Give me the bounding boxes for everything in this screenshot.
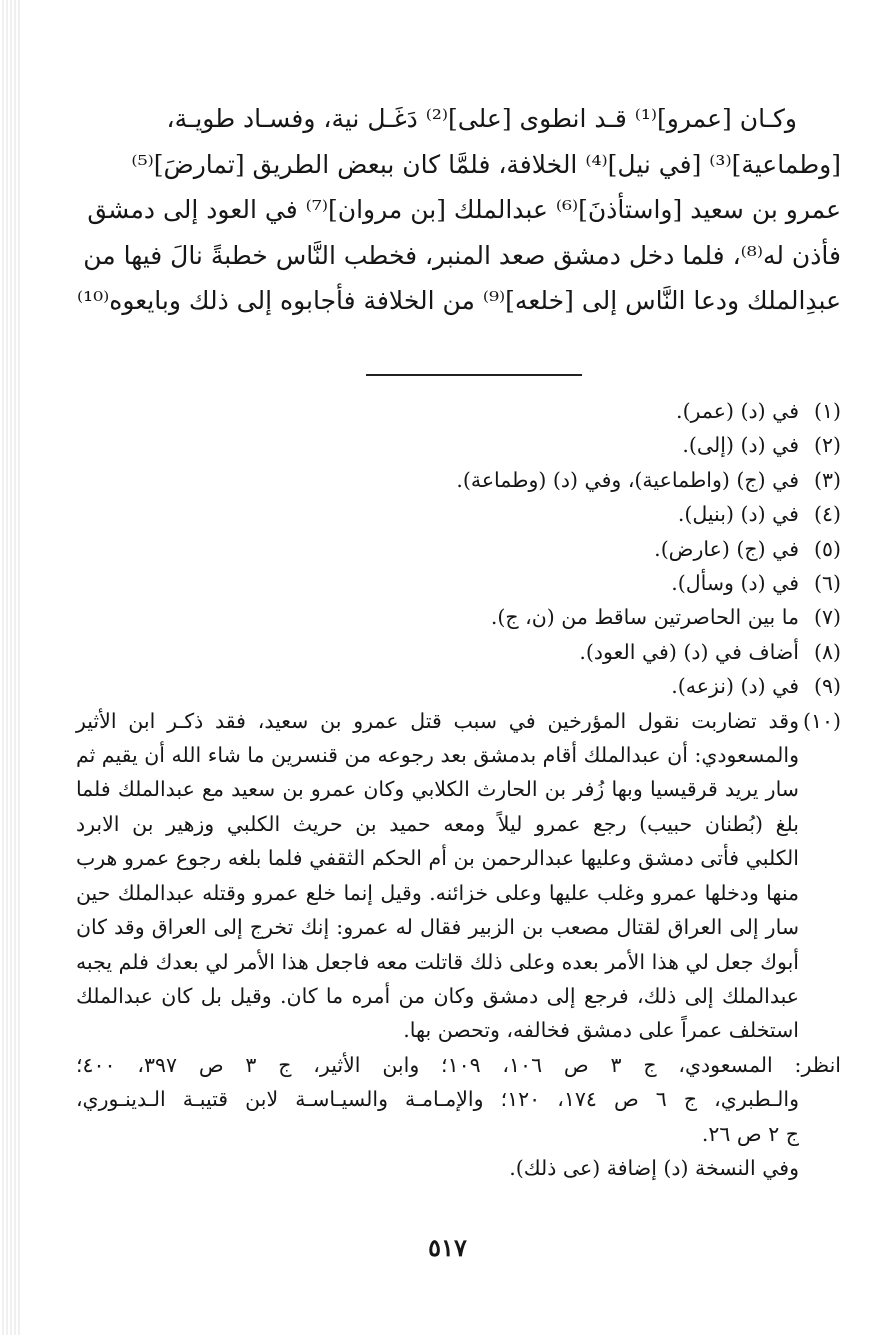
footnote-line: ج ٢ ص ٢٦.: [701, 1121, 799, 1146]
footnote-text: في (د) (عمر).: [676, 399, 799, 423]
footnote-line: بلغ (بُطنان حبيب) رجع عمرو ليلاً ومعه حميد بن حريث الكلبي وزهير بن الابرد: [75, 811, 799, 836]
footnote-number: (٦): [813, 571, 841, 596]
footnote-text: في (ج) (عارض).: [654, 536, 799, 561]
main-text-line: [وطماعية]⁽³⁾ [في نيل]⁽⁴⁾ الخلافة، فلمَّا كان ببعض الطريق [تمارضَ]⁽⁵⁾: [131, 149, 841, 179]
footnote-text: في (ج) (واطماعية)، وفي (د) (وطماعة).: [456, 467, 799, 492]
footnote-number: (٢): [813, 433, 841, 458]
footnote-line: والمسعودي: أن عبدالملك أقام بدمشق بعد رجوعه من قنسرين ما شاء الله أن يقيم ثم: [75, 743, 799, 768]
footnote: [75, 704, 841, 1186]
footnote-separator: [366, 374, 582, 376]
footnote-text: في (د) وسأل).: [671, 571, 799, 596]
footnote-number: (١٠): [802, 708, 841, 733]
footnote-line: وفي النسخة (د) إضافة (عى ذلك).: [509, 1155, 799, 1180]
footnote-text: أضاف في (د) (في العود).: [579, 639, 799, 664]
main-text-line: عبدِالملك ودعا النَّاس إلى [خلعه]⁽⁹⁾ من الخلافة فأجابوه إلى ذلك وبايعوه⁽¹⁰⁾: [76, 286, 841, 315]
footnote-number: (٣): [813, 467, 841, 492]
footnote-text: في (د) (بنيل).: [677, 502, 799, 527]
footnote-number: (٩): [813, 674, 841, 699]
footnote-text: في (د) (إلى).: [682, 433, 799, 458]
footnote: [177, 497, 841, 531]
footnote-line: منها ودخلها عمرو وغلب عليها وعلى خزائنه. وقيل إنما خلع عمرو وقتله عبدالملك حين: [75, 880, 799, 905]
footnote: [177, 394, 841, 428]
footnote-text: [75, 704, 841, 1186]
footnote: [177, 669, 841, 703]
footnote-line: انظر: المسعودي، ج ٣ ص ١٠٦، ١٠٩؛ وابن الأثير، ج ٣ ص ٣٩٧، ٤٠٠؛: [75, 1052, 841, 1077]
footnote: [177, 463, 841, 497]
footnote-line: وقد تضاربت نقول المؤرخين في سبب قتل عمرو بن سعيد، فقد ذكـر ابن الأثير: [75, 708, 799, 733]
main-text-line: وكـان [عمرو]⁽¹⁾ قـد انطوى [على]⁽²⁾ دَغَـل نية، وفسـاد طويـة،: [166, 104, 797, 133]
footnote: [177, 566, 841, 600]
footnote-number: (٤): [813, 502, 841, 527]
footnote-line: سار إلى العراق لقتال مصعب بن الزبير فقال له عمرو: إنك تخرج إلى العراق وقد كان: [75, 915, 799, 940]
main-text-line: عمرو بن سعيد [واستأذنَ]⁽⁶⁾ عبدالملك [بن مروان]⁽⁷⁾ في العود إلى دمشق: [87, 195, 841, 224]
footnote: [177, 532, 841, 566]
page-number: ٥١٧: [428, 1233, 467, 1262]
footnote-text: ما بين الحاصرتين ساقط من (ن، ج).: [490, 605, 799, 630]
footnote-text: في (د) (نزعه).: [671, 674, 799, 699]
footnote-line: سار يريد قرقيسيا وبها زُفر بن الحارث الكلابي وكان عمرو بن سعيد مع عبدالملك فلما: [75, 777, 799, 802]
footnote: [177, 635, 841, 669]
footnote-line: أبوك جعل لي هذا الأمر بعده وعلى ذلك قاتلت معه فاجعل هذا الأمر لي بعدك فلم يجبه: [75, 949, 799, 974]
footnote-number: (١): [813, 399, 841, 423]
footnote-line: استخلف عمراً على دمشق فخالفه، وتحصن بها.: [403, 1018, 799, 1043]
footnote-line: الكلبي فأتى دمشق وعليها عبدالرحمن بن أم الحكم الثقفي فلما بلغه رجوع عمرو هرب: [75, 846, 799, 871]
footnote-number: (٥): [813, 536, 841, 561]
footnote-number: (٨): [813, 639, 841, 664]
footnote: [177, 600, 841, 634]
footnotes: [75, 394, 841, 1185]
footnote-number: (٧): [813, 605, 841, 630]
main-text-line: فأذن له⁽⁸⁾، فلما دخل دمشق صعد المنبر، فخطب النَّاس خطبةً نالَ فيها من: [83, 240, 841, 270]
footnote-line: عبدالملك إلى ذلك، فرجع إلى دمشق وكان من أمره ما كان. وقيل بل كان عبدالملك: [75, 983, 799, 1008]
footnote-line: والـطبري، ج ٦ ص ١٧٤، ١٢٠؛ والإمـامـة والسيـاسـة لابن قتيبـة الـدينـوري،: [75, 1087, 799, 1112]
footnote: [177, 428, 841, 462]
main-text: [76, 96, 841, 324]
scan-margin-artifact: [0, 0, 22, 1335]
